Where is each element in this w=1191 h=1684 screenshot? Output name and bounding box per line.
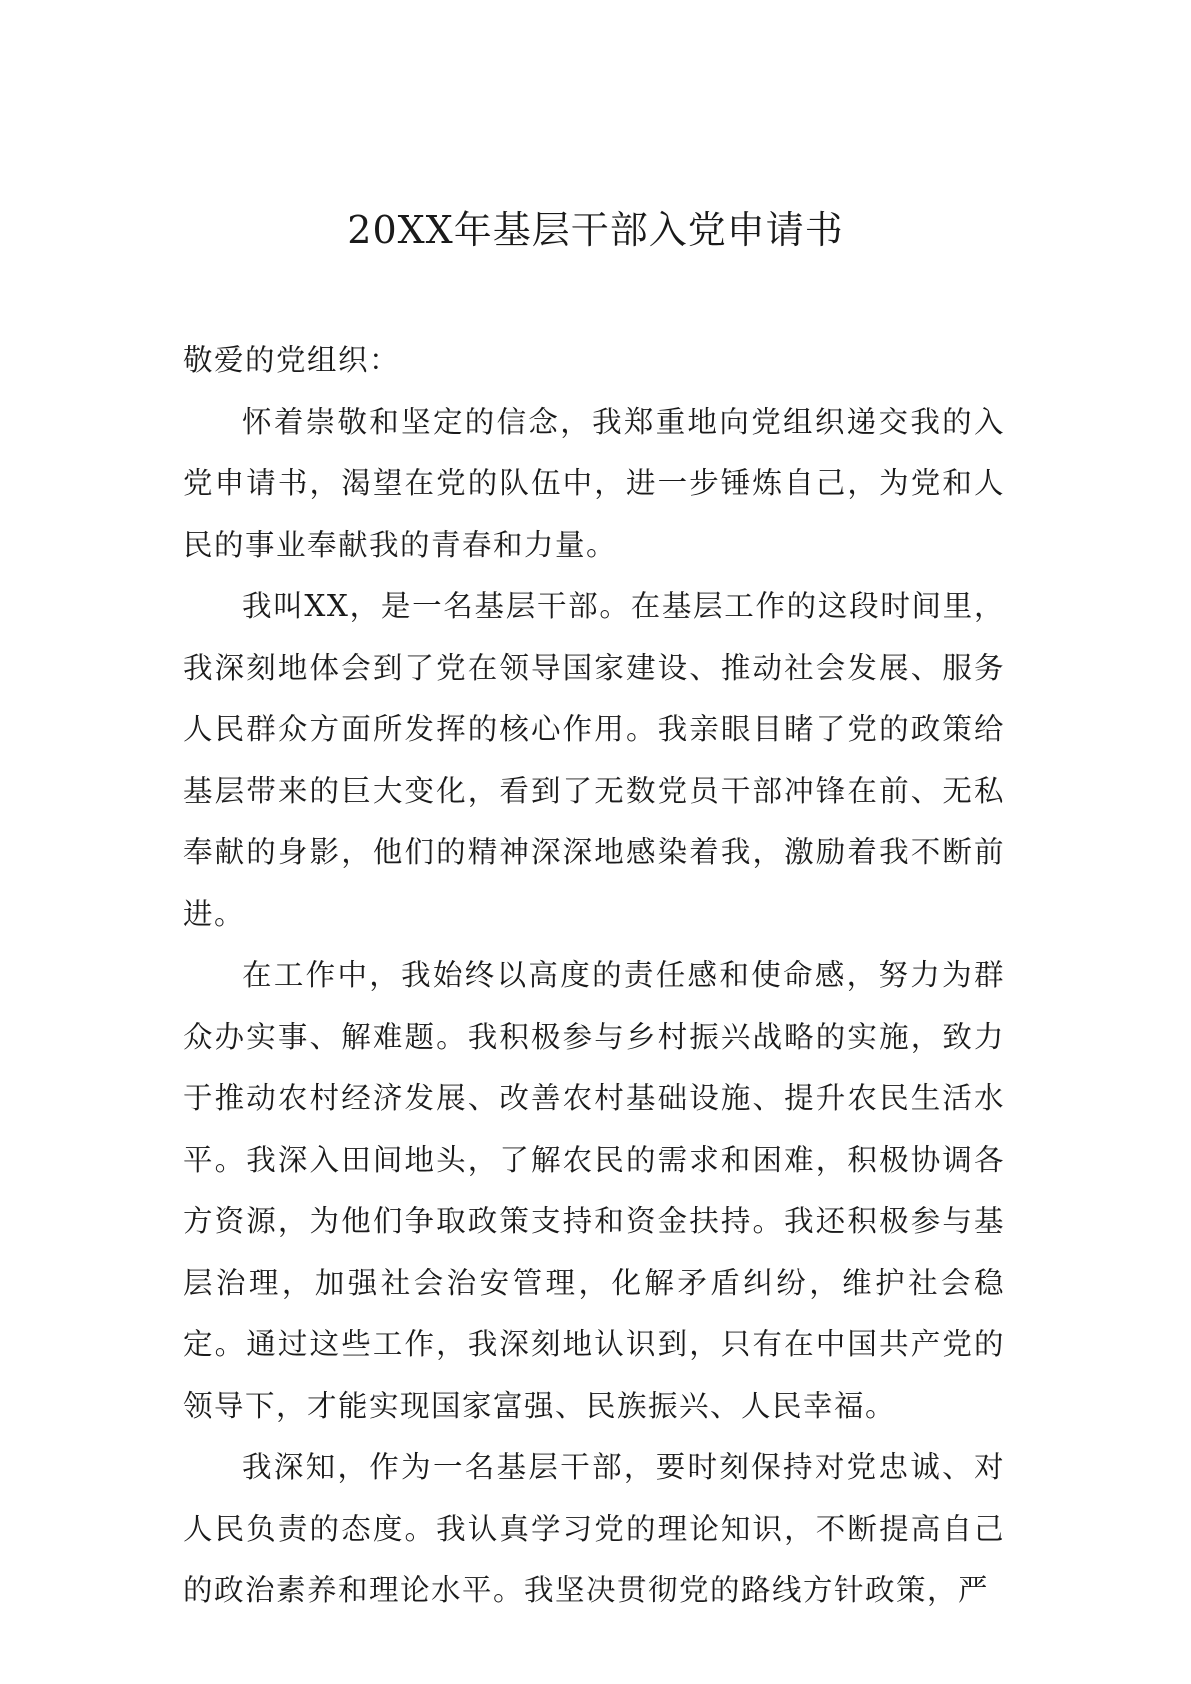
body-paragraph: 我深知，作为一名基层干部，要时刻保持对党忠诚、对人民负责的态度。我认真学习党的理论知识，不断提高自己的政治素养和理论水平。我坚决贯彻党的路线方针政策，严	[183, 1450, 1005, 1607]
body-paragraph: 怀着崇敬和坚定的信念，我郑重地向党组织递交我的入党申请书，渴望在党的队伍中，进一步锤炼自己，为党和人民的事业奉献我的青春和力量。	[183, 404, 1005, 562]
body-paragraph: 在工作中，我始终以高度的责任感和使命感，努力为群众办实事、解难题。我积极参与乡村振兴战略的实施，致力于推动农村经济发展、改善农村基础设施、提升农民生活水平。我深入田间地头，了解农民的需求和困难，积极协调各方资源，为他们争取政策支持和资金扶持。我还积极参与基层治理，加强社会治安管理，化解矛盾纠纷，维护社会稳定。通过这些工作，我深刻地认识到，只有在中国共产党的领导下，才能实现国家富强、民族振兴、人民幸福。	[183, 958, 1005, 1423]
salutation: 敬爱的党组织：	[183, 343, 401, 377]
document-body	[183, 330, 1005, 1622]
document-title: 20XX年基层干部入党申请书	[347, 208, 844, 252]
body-paragraph: 我叫XX，是一名基层干部。在基层工作的这段时间里，我深刻地体会到了党在领导国家建设、推动社会发展、服务人民群众方面所发挥的核心作用。我亲眼目睹了党的政策给基层带来的巨大变化，看到了无数党员干部冲锋在前、无私奉献的身影，他们的精神深深地感染着我，激励着我不断前进。	[183, 589, 1005, 931]
